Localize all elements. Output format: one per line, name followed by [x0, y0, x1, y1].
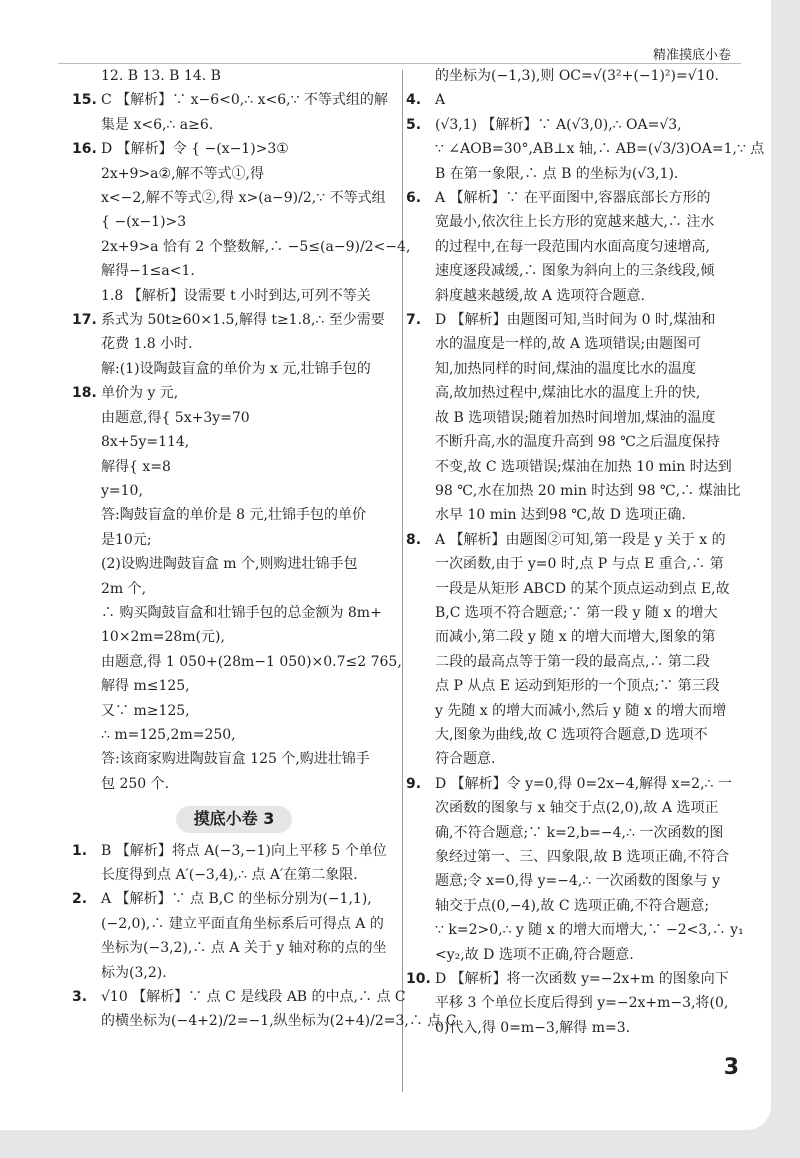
text-line: D 【解析】将一次函数 y=−2x+m 的图象向下 [435, 971, 729, 988]
text-line: 8x+5y=114, [101, 434, 190, 451]
text-line: 水的温度是一样的,故 A 选项错误;由题图可 [435, 336, 702, 353]
text-line: 的坐标为(−1,3),则 OC=√(3²+(−1)²)=√10. [435, 68, 719, 84]
answer-number: 1. [72, 842, 88, 859]
text-line: 2x+9>a②,解不等式①,得 [101, 165, 264, 182]
text-line: √10 【解析】∵ 点 C 是线段 AB 的中点,∴ 点 C [101, 989, 406, 1006]
text-line: 一次函数,由于 y=0 时,点 P 与点 E 重合,∴ 第 [435, 556, 724, 573]
text-line: 轴交于点(0,−4),故 C 选项正确,不符合题意; [435, 897, 710, 914]
text-line: x<−2,解不等式②,得 x>(a−9)/2,∵ 不等式组 [101, 190, 386, 207]
text-line: D 【解析】令 { −(x−1)>3① [101, 141, 289, 158]
text-line: 98 ℃,水在加热 20 min 时达到 98 ℃,∴ 煤油比 [435, 482, 741, 499]
text-line: 二段的最高点等于第一段的最高点,∴ 第二段 [435, 653, 710, 670]
text-line: 平移 3 个单位长度后得到 y=−2x+m−3,将(0, [435, 995, 729, 1012]
text-line: D 【解析】令 y=0,得 0=2x−4,解得 x=2,∴ 一 [435, 775, 732, 792]
answer-number: 4. [406, 92, 422, 109]
answer-number: 2. [72, 891, 88, 908]
text-line: ∴ 购买陶鼓盲盒和壮锦手包的总金额为 8m+ [101, 604, 382, 621]
text-line: 花费 1.8 小时. [101, 336, 193, 353]
text-line: (√3,1) 【解析】∵ A(√3,0),∴ OA=√3, [435, 116, 682, 133]
text-line: A [435, 92, 446, 109]
text-line: 故 B 选项错误;随着加热时间增加,煤油的温度 [435, 409, 716, 426]
answer-number: 8. [406, 531, 422, 548]
answer-s3-4 [406, 88, 734, 112]
text-line: y 先随 x 的增大而减小,然后 y 随 x 的增大而增 [435, 702, 727, 719]
answer-s3-3 [72, 985, 457, 1034]
text-line: 由题意,得{ 5x+3y=70 [101, 409, 250, 426]
text-line: 10×2m=28m(元), [101, 629, 225, 646]
text-line: 1.8 【解析】设需要 t 小时到达,可列不等关 [101, 287, 371, 304]
text-line: 知,加热同样的时间,煤油的温度比水的温度 [435, 360, 696, 377]
text-line: A 【解析】∵ 在平面图中,容器底部长方形的 [435, 190, 711, 207]
text-line: A 【解析】∵ 点 B,C 的坐标分别为(−1,1), [101, 891, 372, 908]
answer-number: 6. [406, 190, 422, 207]
answer-number: 15. [72, 92, 97, 109]
text-line: ∵ ∠AOB=30°,AB⊥x 轴,∴ AB=(√3/3)OA=1,∵ 点 [435, 141, 765, 158]
text-line: 不变,故 C 选项错误;煤油在加热 10 min 时达到 [435, 458, 732, 475]
text-line: 集是 x<6,∴ a≥6. [101, 116, 214, 133]
answer-number: 5. [406, 116, 422, 133]
text-line: 解得{ x=8 [101, 458, 171, 475]
text-line: B 【解析】将点 A(−3,−1)向上平移 5 个单位 [101, 842, 387, 859]
text-line: <y₂,故 D 选项不正确,符合题意. [435, 946, 634, 963]
section-title [72, 806, 396, 832]
text-line: 水早 10 min 达到98 ℃,故 D 选项正确. [435, 507, 686, 524]
text-line: 0)代入,得 0=m−3,解得 m=3. [435, 1019, 631, 1036]
text-line: (−2,0),∴ 建立平面直角坐标系后可得点 A 的 [101, 915, 384, 932]
text-line: 斜度越来越缓,故 A 选项符合题意. [435, 287, 645, 304]
text-line: 确,不符合题意;∵ k=2,b=−4,∴ 一次函数的图 [435, 824, 724, 841]
text-line: 而减小,第二段 y 随 x 的增大而增大,图象的第 [435, 629, 716, 646]
text-line: 解得 m≤125, [101, 678, 190, 695]
left-column [72, 64, 457, 1034]
answer-s3-8 [406, 528, 734, 772]
text-line: 坐标为(−3,2),∴ 点 A 关于 y 轴对称的点的坐 [101, 940, 387, 957]
answer-s3-10 [406, 967, 734, 1040]
text-line: (2)设购进陶鼓盲盒 m 个,则购进壮锦手包 [101, 556, 358, 573]
text-line: ∵ k=2>0,∴ y 随 x 的增大而增大,∵ −2<3,∴ y₁ [435, 922, 744, 939]
text-line: 符合题意. [435, 751, 496, 768]
answer-s3-7 [406, 308, 741, 528]
page-number: 3 [723, 1055, 739, 1080]
answer-number: 3. [72, 989, 88, 1006]
text-line: 解:(1)设陶鼓盲盒的单价为 x 元,壮锦手包的 [101, 360, 371, 377]
text-line: 包 250 个. [101, 775, 170, 792]
answer-s3-9 [406, 772, 744, 967]
text-line: y=10, [101, 482, 143, 499]
answer-s3-1 [72, 839, 396, 888]
text-line: 12. B 13. B 14. B [101, 68, 221, 84]
answer-s3-5 [406, 113, 765, 186]
text-line: 2m 个, [101, 580, 147, 597]
page-header: 精准摸底小卷 [652, 48, 731, 63]
text-line: A 【解析】由题图②可知,第一段是 y 关于 x 的 [435, 531, 726, 548]
text-line: D 【解析】由题图可知,当时间为 0 时,煤油和 [435, 312, 716, 329]
text-line: B 在第一象限,∴ 点 B 的坐标为(√3,1). [435, 165, 679, 182]
text-line: 次函数的图象与 x 轴交于点(2,0),故 A 选项正 [435, 800, 719, 817]
text-line: 一段是从矩形 ABCD 的某个顶点运动到点 E,故 [435, 580, 730, 597]
text-line: 的过程中,在每一段范围内水面高度匀速增高, [435, 238, 710, 255]
answer-s3-6 [406, 186, 734, 308]
text-line: 大,图象为曲线,故 C 选项符合题意,D 选项不 [435, 726, 708, 743]
text-line: 点 P 从点 E 运动到矩形的一个顶点;∵ 第三段 [435, 678, 720, 695]
text-line: B,C 选项不符合题意;∵ 第一段 y 随 x 的增大 [435, 604, 718, 621]
answer-18 [72, 381, 402, 796]
text-line: 2x+9>a 恰有 2 个整数解,∴ −5≤(a−9)/2<−4, [101, 238, 411, 255]
answer-number: 10. [406, 971, 431, 988]
text-line: 答:陶鼓盲盒的单价是 8 元,壮锦手包的单价 [101, 507, 366, 524]
text-line: 是10元; [101, 531, 152, 548]
text-line: 解得−1≤a<1. [101, 263, 195, 280]
answer-s3-3-cont [406, 64, 734, 88]
answer-number: 16. [72, 141, 97, 158]
text-line: 象经过第一、三、四象限,故 B 选项正确,不符合 [435, 849, 730, 865]
answer-number: 9. [406, 775, 422, 792]
text-line: 宽最小,依次往上长方形的宽越来越大,∴ 注水 [435, 214, 715, 231]
text-line: 由题意,得 1 050+(28m−1 050)×0.7≤2 765, [101, 653, 402, 670]
text-line: 答:该商家购进陶鼓盲盒 125 个,购进壮锦手 [101, 751, 370, 768]
text-line: 长度得到点 A′(−3,4),∴ 点 A′在第二象限. [101, 867, 358, 883]
text-line: 不断升高,水的温度升高到 98 ℃之后温度保持 [435, 434, 720, 451]
text-line: 标为(3,2). [101, 964, 167, 981]
text-line: C 【解析】∵ x−6<0,∴ x<6,∵ 不等式组的解 [101, 92, 388, 109]
answer-15 [72, 88, 396, 137]
text-line: 系式为 50t≥60×1.5,解得 t≥1.8,∴ 至少需要 [101, 312, 385, 329]
section-label: 摸底小卷 3 [176, 806, 293, 832]
text-line: 高,故加热过程中,煤油比水的温度上升的快, [435, 385, 701, 402]
answer-number: 18. [72, 385, 97, 402]
text-line: 单价为 y 元, [101, 385, 179, 402]
answer-number: 7. [406, 312, 422, 329]
right-column [406, 64, 765, 1040]
text-line: ∴ m=125,2m=250, [101, 726, 236, 743]
answer-number: 17. [72, 312, 97, 329]
text-line: { −(x−1)>3 [101, 214, 187, 231]
answer-12-14 [72, 64, 396, 88]
column-divider [402, 70, 403, 1092]
text-line: 题意;令 x=0,得 y=−4,∴ 一次函数的图象与 y [435, 873, 721, 890]
text-line: 的横坐标为(−4+2)/2=−1,纵坐标为(2+4)/2=3,∴ 点 C [101, 1013, 457, 1030]
answer-16 [72, 137, 411, 308]
text-line: 又∵ m≥125, [101, 702, 190, 719]
text-line: 速度逐段减缓,∴ 图象为斜向上的三条线段,倾 [435, 263, 715, 280]
answer-s3-2 [72, 887, 396, 985]
answer-17 [72, 308, 396, 381]
